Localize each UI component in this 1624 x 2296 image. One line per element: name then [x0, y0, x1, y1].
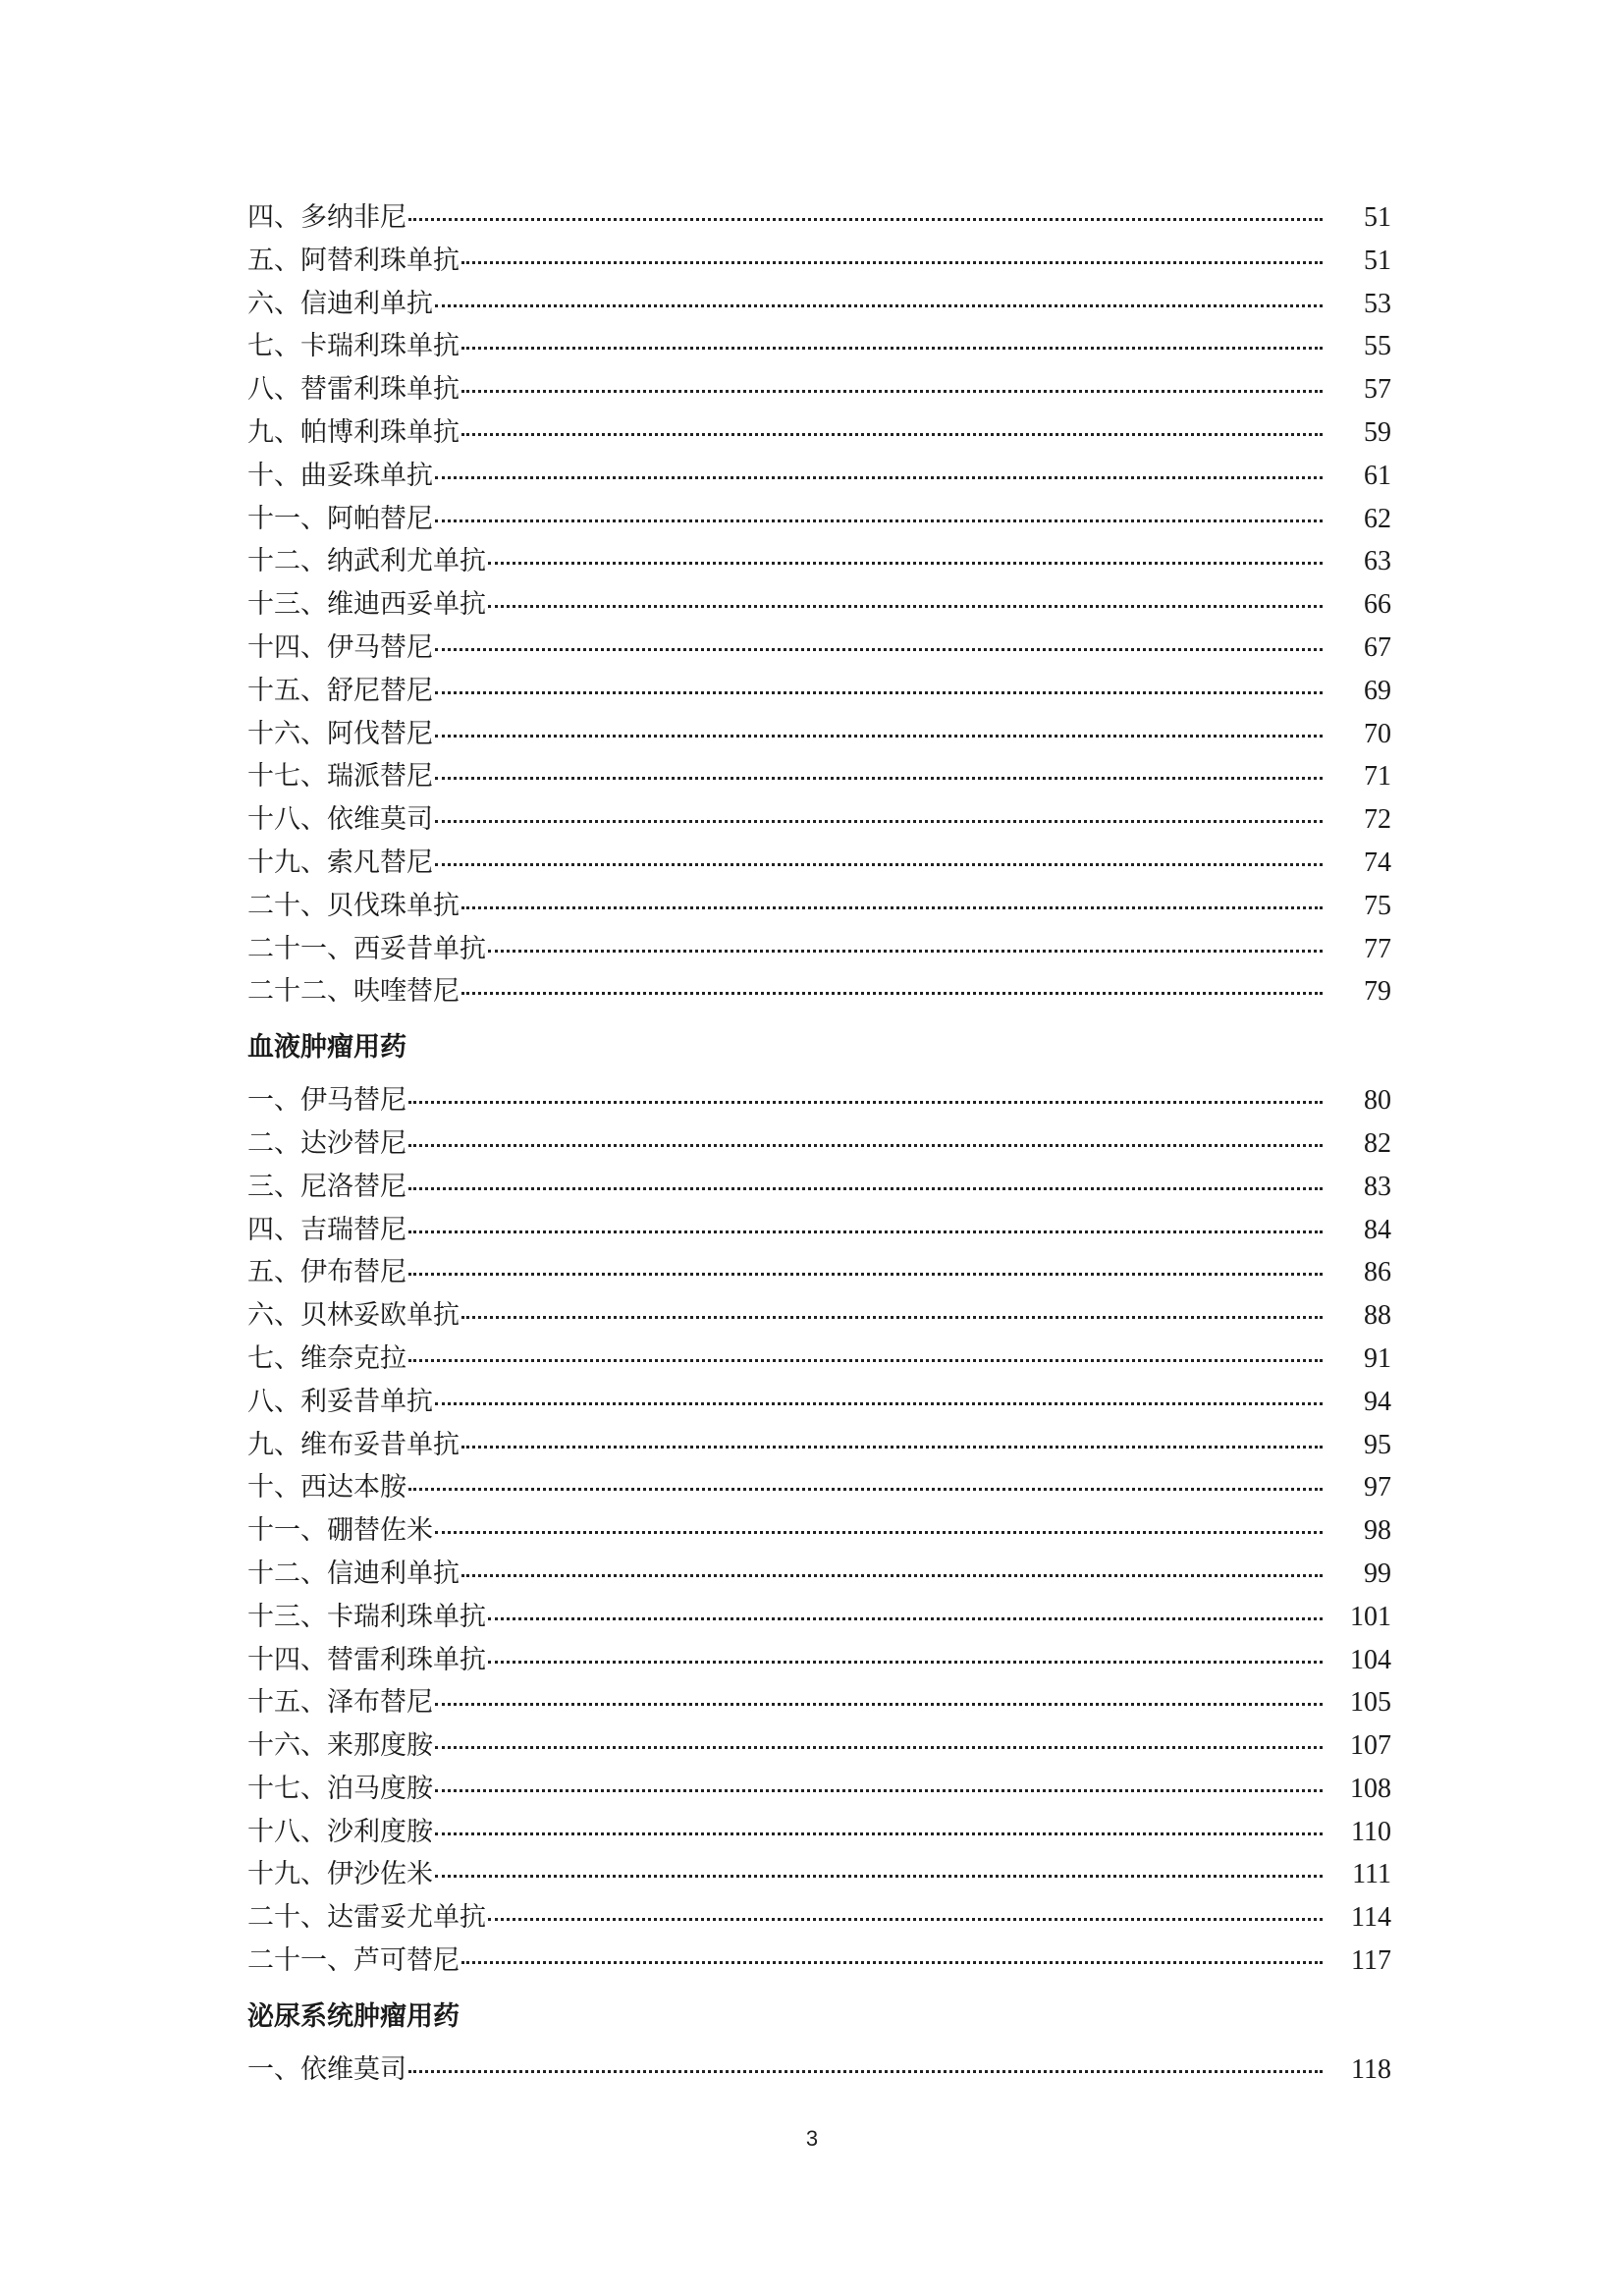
toc-entry-page: 62	[1364, 503, 1391, 534]
toc-entry[interactable]	[247, 1209, 1391, 1252]
toc-entry-title: 十三、卡瑞利珠单抗	[247, 1601, 486, 1632]
dot-leader	[435, 1746, 1323, 1749]
dot-leader	[408, 1273, 1323, 1276]
toc-entry-title: 二十一、芦可替尼	[247, 1945, 460, 1977]
toc-entry[interactable]	[247, 1896, 1391, 1940]
toc-entry-title: 十一、阿帕替尼	[247, 503, 433, 534]
dot-leader	[435, 648, 1323, 651]
dot-leader	[435, 691, 1323, 694]
dot-leader	[488, 1661, 1323, 1664]
toc-entry-page: 97	[1364, 1472, 1391, 1503]
dot-leader	[488, 950, 1323, 953]
toc-entry-page: 72	[1364, 804, 1391, 836]
toc-entry[interactable]	[247, 1166, 1391, 1209]
dot-leader	[435, 1402, 1323, 1405]
toc-entry-page: 59	[1364, 416, 1391, 448]
page-number: 3	[805, 2126, 819, 2151]
toc-entry-title: 十七、泊马度胺	[247, 1773, 433, 1804]
toc-entry[interactable]	[247, 755, 1391, 798]
toc-entry-page: 91	[1364, 1342, 1391, 1374]
dot-leader	[488, 562, 1323, 565]
dot-leader	[461, 1574, 1323, 1577]
toc-entry-page: 51	[1364, 202, 1391, 233]
toc-entry-title: 五、伊布替尼	[247, 1257, 406, 1288]
toc-entry-page: 111	[1352, 1859, 1391, 1890]
toc-entry[interactable]	[247, 1424, 1391, 1467]
toc-entry[interactable]	[247, 842, 1391, 885]
toc-entry-page: 55	[1364, 331, 1391, 362]
dot-leader	[435, 519, 1323, 522]
toc-entry[interactable]	[247, 627, 1391, 670]
toc-entry[interactable]	[247, 1294, 1391, 1338]
section-heading: 泌尿系统肿瘤用药	[247, 2000, 460, 2032]
dot-leader	[461, 1961, 1323, 1964]
toc-entry-title: 十七、瑞派替尼	[247, 761, 433, 793]
toc-entry-title: 二、达沙替尼	[247, 1127, 406, 1159]
toc-entry[interactable]	[247, 1381, 1391, 1424]
dot-leader	[435, 1789, 1323, 1792]
toc-entry-page: 99	[1364, 1558, 1391, 1589]
toc-entry-page: 75	[1364, 890, 1391, 921]
toc-entry[interactable]	[247, 455, 1391, 498]
toc-entry-title: 八、利妥昔单抗	[247, 1386, 433, 1417]
toc-entry-title: 十四、替雷利珠单抗	[247, 1644, 486, 1675]
toc-entry-page: 63	[1364, 546, 1391, 577]
toc-entry-title: 一、依维莫司	[247, 2053, 406, 2085]
dot-leader	[461, 1316, 1323, 1319]
toc-entry-title: 二十二、呋喹替尼	[247, 976, 460, 1008]
dot-leader	[435, 1875, 1323, 1878]
toc-entry-page: 66	[1364, 589, 1391, 621]
toc-entry-title: 二十、达雷妥尤单抗	[247, 1902, 486, 1934]
dot-leader	[488, 1617, 1323, 1620]
toc-entry-title: 一、伊马替尼	[247, 1085, 406, 1117]
dot-leader	[461, 347, 1323, 350]
toc-entry-title: 二十一、西妥昔单抗	[247, 933, 486, 964]
dot-leader	[461, 992, 1323, 995]
toc-entry[interactable]	[247, 196, 1391, 240]
toc-entry-title: 六、贝林妥欧单抗	[247, 1300, 460, 1332]
dot-leader	[488, 605, 1323, 608]
dot-leader	[408, 218, 1323, 221]
toc-entry[interactable]	[247, 970, 1391, 1013]
toc-entry-title: 九、维布妥昔单抗	[247, 1429, 460, 1460]
toc-entry-page: 77	[1364, 933, 1391, 964]
toc-entry-page: 94	[1364, 1386, 1391, 1417]
toc-entry-page: 69	[1364, 675, 1391, 706]
toc-entry-title: 十八、沙利度胺	[247, 1816, 433, 1847]
dot-leader	[461, 433, 1323, 436]
toc-entry[interactable]	[247, 1553, 1391, 1596]
toc-entry[interactable]	[247, 1768, 1391, 1811]
dot-leader	[461, 390, 1323, 393]
table-of-contents	[247, 196, 1391, 2092]
toc-entry-title: 八、替雷利珠单抗	[247, 374, 460, 406]
toc-entry-page: 51	[1364, 245, 1391, 276]
toc-entry[interactable]	[247, 368, 1391, 411]
toc-entry-title: 十六、阿伐替尼	[247, 718, 433, 749]
toc-entry[interactable]	[247, 670, 1391, 713]
toc-entry-title: 十三、维迪西妥单抗	[247, 589, 486, 621]
section-heading: 血液肿瘤用药	[247, 1032, 406, 1064]
toc-entry-page: 118	[1351, 2053, 1391, 2085]
dot-leader	[461, 261, 1323, 264]
toc-entry-title: 十、西达本胺	[247, 1472, 406, 1503]
toc-entry-title: 四、多纳非尼	[247, 202, 406, 233]
toc-entry-page: 82	[1364, 1127, 1391, 1159]
toc-entry[interactable]	[247, 325, 1391, 368]
toc-entry-page: 105	[1350, 1687, 1391, 1719]
toc-entry-page: 95	[1364, 1429, 1391, 1460]
dot-leader	[435, 735, 1323, 738]
toc-entry[interactable]	[247, 498, 1391, 541]
toc-entry[interactable]	[247, 928, 1391, 971]
toc-entry[interactable]	[247, 1251, 1391, 1294]
toc-entry-title: 十五、舒尼替尼	[247, 675, 433, 706]
toc-entry-page: 70	[1364, 718, 1391, 749]
dot-leader	[435, 820, 1323, 823]
toc-entry-title: 九、帕博利珠单抗	[247, 416, 460, 448]
toc-entry-title: 十八、依维莫司	[247, 804, 433, 836]
dot-leader	[408, 1230, 1323, 1233]
dot-leader	[435, 1531, 1323, 1534]
toc-entry-title: 四、吉瑞替尼	[247, 1214, 406, 1245]
toc-entry[interactable]	[247, 283, 1391, 326]
toc-entry-title: 十五、泽布替尼	[247, 1687, 433, 1719]
toc-entry-title: 七、卡瑞利珠单抗	[247, 331, 460, 362]
toc-entry-title: 十四、伊马替尼	[247, 631, 433, 663]
toc-entry-page: 74	[1364, 847, 1391, 878]
toc-entry[interactable]	[247, 2049, 1391, 2092]
toc-entry[interactable]	[247, 1639, 1391, 1682]
toc-entry[interactable]	[247, 798, 1391, 842]
toc-entry-title: 十、曲妥珠单抗	[247, 460, 433, 491]
toc-entry[interactable]	[247, 1681, 1391, 1724]
toc-entry[interactable]	[247, 583, 1391, 627]
dot-leader	[461, 906, 1323, 909]
dot-leader	[488, 1918, 1323, 1921]
toc-entry-page: 57	[1364, 374, 1391, 406]
toc-entry-title: 三、尼洛替尼	[247, 1171, 406, 1202]
toc-entry-title: 六、信迪利单抗	[247, 288, 433, 319]
dot-leader	[408, 1359, 1323, 1362]
toc-entry-page: 53	[1364, 288, 1391, 319]
toc-entry-title: 十二、纳武利尤单抗	[247, 546, 486, 577]
dot-leader	[408, 1144, 1323, 1147]
toc-entry-page: 98	[1364, 1515, 1391, 1547]
toc-entry-title: 五、阿替利珠单抗	[247, 245, 460, 276]
toc-entry[interactable]	[247, 1853, 1391, 1896]
toc-entry-page: 80	[1364, 1085, 1391, 1117]
dot-leader	[461, 1446, 1323, 1449]
toc-entry[interactable]	[247, 1724, 1391, 1768]
toc-entry-page: 61	[1364, 460, 1391, 491]
dot-leader	[408, 1488, 1323, 1491]
toc-entry[interactable]	[247, 1122, 1391, 1166]
toc-entry-title: 十二、信迪利单抗	[247, 1558, 460, 1589]
toc-entry-page: 84	[1364, 1214, 1391, 1245]
toc-entry-page: 108	[1350, 1773, 1391, 1804]
dot-leader	[435, 1703, 1323, 1706]
toc-entry-page: 86	[1364, 1257, 1391, 1288]
toc-entry[interactable]	[247, 1811, 1391, 1854]
dot-leader	[435, 304, 1323, 307]
dot-leader	[435, 1832, 1323, 1835]
dot-leader	[408, 1187, 1323, 1190]
toc-entry-page: 79	[1364, 976, 1391, 1008]
toc-entry-title: 十一、硼替佐米	[247, 1515, 433, 1547]
toc-entry-title: 十六、来那度胺	[247, 1730, 433, 1762]
toc-entry[interactable]	[247, 240, 1391, 283]
toc-entry-page: 83	[1364, 1171, 1391, 1202]
toc-entry-page: 114	[1351, 1902, 1391, 1934]
dot-leader	[435, 476, 1323, 479]
toc-entry-page: 110	[1351, 1816, 1391, 1847]
toc-entry-page: 104	[1350, 1644, 1391, 1675]
dot-leader	[435, 777, 1323, 780]
toc-entry[interactable]	[247, 1079, 1391, 1122]
toc-entry-page: 101	[1350, 1601, 1391, 1632]
toc-entry[interactable]	[247, 1509, 1391, 1553]
toc-entry-page: 67	[1364, 631, 1391, 663]
toc-entry[interactable]	[247, 411, 1391, 455]
toc-entry[interactable]	[247, 1596, 1391, 1639]
dot-leader	[435, 863, 1323, 866]
toc-entry[interactable]	[247, 1338, 1391, 1381]
toc-entry[interactable]	[247, 713, 1391, 756]
toc-entry-title: 二十、贝伐珠单抗	[247, 890, 460, 921]
toc-entry[interactable]	[247, 1466, 1391, 1509]
toc-entry-title: 十九、伊沙佐米	[247, 1859, 433, 1890]
toc-entry-page: 88	[1364, 1300, 1391, 1332]
dot-leader	[408, 1101, 1323, 1104]
toc-entry[interactable]	[247, 885, 1391, 928]
toc-entry-title: 七、维奈克拉	[247, 1342, 406, 1374]
toc-entry[interactable]	[247, 1940, 1391, 1983]
dot-leader	[408, 2070, 1323, 2073]
toc-entry[interactable]	[247, 540, 1391, 583]
toc-entry-page: 117	[1351, 1945, 1391, 1977]
toc-entry-page: 71	[1364, 761, 1391, 793]
toc-entry-page: 107	[1350, 1730, 1391, 1762]
toc-entry-title: 十九、索凡替尼	[247, 847, 433, 878]
